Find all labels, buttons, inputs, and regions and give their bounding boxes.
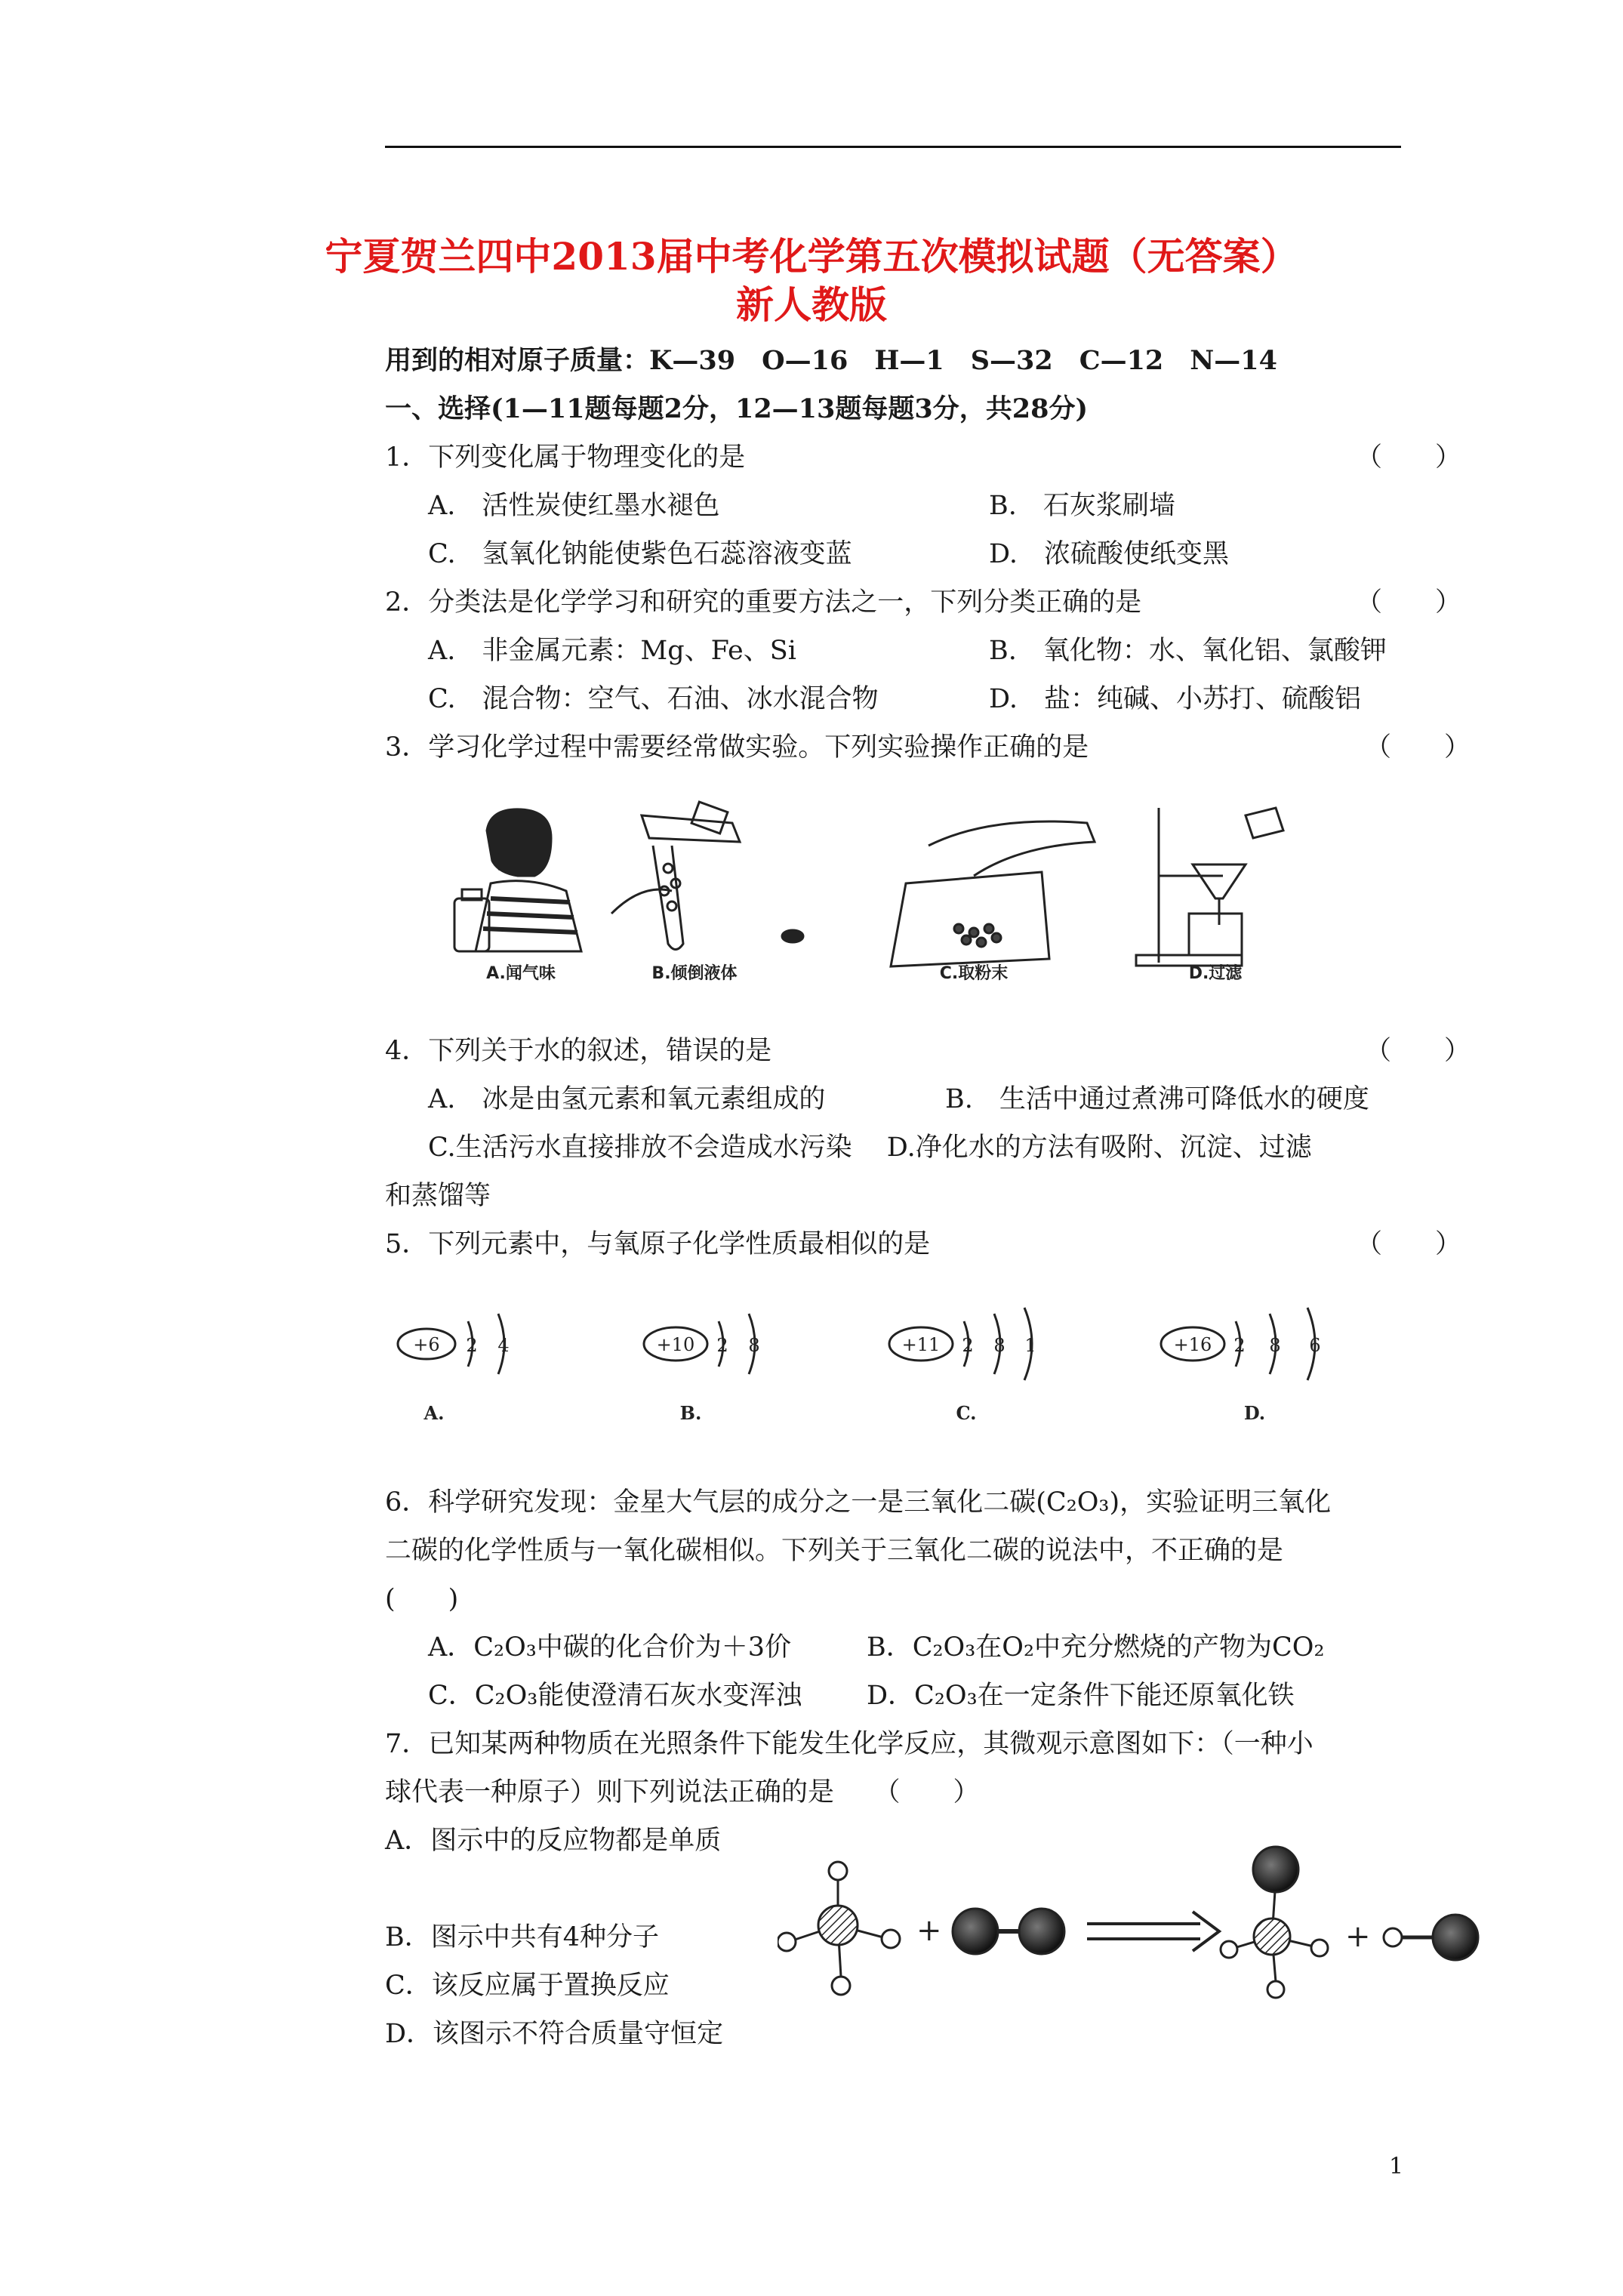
q6-option-a: A．C₂O₃中碳的化合价为＋3价	[428, 1632, 792, 1663]
q2-option-a: A. 非金属元素：Mg、Fe、Si	[428, 636, 796, 666]
q1-stem: 1．下列变化属于物理变化的是	[385, 442, 746, 473]
q3-stem: 3．学习化学过程中需要经常做实验。下列实验操作正确的是	[385, 732, 1089, 763]
q6-option-d: D．C₂O₃在一定条件下能还原氧化铁	[867, 1681, 1295, 1711]
q4-options-cd: C.生活污水直接排放不会造成水污染 D.净化水的方法有吸附、沉淀、过滤	[428, 1133, 1312, 1163]
q5-stem: 5．下列元素中，与氧原子化学性质最相似的是	[385, 1229, 931, 1259]
q7-option-d: D．该图示不符合质量守恒定	[385, 2019, 724, 2049]
q2-answer-paren: （ ）	[1356, 587, 1462, 618]
q7-stem-line1: 7．已知某两种物质在光照条件下能发生化学反应，其微观示意图如下：（一种小	[385, 1729, 1313, 1759]
q7-option-a: A．图示中的反应物都是单质	[385, 1826, 722, 1856]
taking-powder-illustration	[891, 821, 1095, 966]
q2-option-b: B. 氧化物：水、氧化铝、氯酸钾	[989, 636, 1387, 666]
q3-caption-d: D.过滤	[1188, 964, 1243, 982]
q6-stem-line2: 二碳的化学性质与一氧化碳相似。下列关于三氧化二碳的说法中，不正确的是	[385, 1536, 1284, 1566]
q4-stem: 4．下列关于水的叙述，错误的是	[385, 1036, 772, 1066]
atom-d-shell-1: 2	[1233, 1335, 1246, 1356]
q4-option-b: B. 生活中通过煮沸可降低水的硬度	[945, 1084, 1369, 1114]
atom-diagram-c	[889, 1308, 1036, 1424]
document-title: 宁夏贺兰四中2013届中考化学第五次模拟试题（无答案）	[325, 234, 1298, 279]
q5-answer-paren: （ ）	[1356, 1229, 1462, 1259]
atom-diagram-d	[1161, 1308, 1321, 1424]
product-molecule-1	[1221, 1847, 1328, 1998]
lab-operations-figure	[445, 800, 1412, 982]
q2-stem: 2．分类法是化学学习和研究的重要方法之一，下列分类正确的是	[385, 587, 1142, 618]
reactant-molecule-2	[953, 1909, 1064, 1954]
q7-option-c: C．该反应属于置换反应	[385, 1971, 670, 2001]
q4-option-a: A. 冰是由氢元素和氧元素组成的	[428, 1084, 826, 1114]
filtering-illustration	[1136, 808, 1283, 966]
atom-c-label: C.	[956, 1402, 977, 1424]
q1-option-b: B. 石灰浆刷墙	[989, 491, 1175, 521]
atomic-masses: 用到的相对原子质量：K—39 O—16 H—1 S—32 C—12 N—14	[385, 345, 1277, 376]
atom-d-nucleus: +16	[1173, 1334, 1212, 1355]
q3-answer-paren: （ ）	[1365, 732, 1471, 763]
atomic-structure-figure	[393, 1299, 1389, 1435]
q4-options-continued: 和蒸馏等	[385, 1181, 491, 1211]
document-subtitle: 新人教版	[736, 282, 887, 327]
plus-sign-2: +	[1345, 1919, 1371, 1954]
atom-d-shell-3: 6	[1309, 1335, 1321, 1356]
q6-answer-paren: ( )	[385, 1584, 459, 1614]
reaction-microscopic-diagram	[778, 1842, 1502, 2008]
atom-c-shell-1: 2	[962, 1335, 974, 1356]
product-molecule-2	[1384, 1915, 1478, 1960]
q6-option-c: C．C₂O₃能使澄清石灰水变浑浊	[428, 1681, 802, 1711]
atom-a-nucleus: +6	[413, 1334, 440, 1355]
atom-a-shell-2: 4	[497, 1335, 510, 1356]
q1-answer-paren: （ ）	[1356, 442, 1462, 473]
reaction-arrow	[1087, 1912, 1219, 1951]
q4-answer-paren: （ ）	[1365, 1036, 1471, 1066]
q2-option-c: C. 混合物：空气、石油、冰水混合物	[428, 684, 879, 714]
atom-diagram-a	[398, 1314, 510, 1424]
q3-caption-b: B.倾倒液体	[651, 964, 738, 982]
atom-diagram-b	[644, 1314, 760, 1424]
q1-option-d: D. 浓硫酸使纸变黑	[989, 539, 1229, 569]
pouring-liquid-illustration	[611, 802, 803, 949]
page-number: 1	[1389, 2153, 1404, 2180]
q1-option-c: C. 氢氧化钠能使紫色石蕊溶液变蓝	[428, 539, 852, 569]
reactant-molecule-1	[778, 1862, 900, 1995]
q2-option-d: D. 盐：纯碱、小苏打、硫酸铝	[989, 684, 1361, 714]
atom-a-label: A.	[423, 1402, 445, 1424]
atom-a-shell-1: 2	[466, 1335, 478, 1356]
q7-option-b: B．图示中共有4种分子	[385, 1922, 659, 1952]
atom-b-shell-2: 8	[748, 1335, 760, 1356]
plus-sign-1: +	[916, 1913, 942, 1948]
q3-caption-c: C.取粉末	[939, 964, 1009, 982]
atom-b-shell-1: 2	[716, 1335, 728, 1356]
atom-d-shell-2: 8	[1269, 1335, 1281, 1356]
atom-b-nucleus: +10	[656, 1334, 695, 1355]
header-rule	[385, 146, 1401, 148]
q1-option-a: A. 活性炭使红墨水褪色	[428, 491, 720, 521]
q6-stem-line1: 6．科学研究发现：金星大气层的成分之一是三氧化二碳(C₂O₃)，实验证明三氧化	[385, 1487, 1332, 1518]
smelling-illustration	[454, 809, 581, 951]
atom-d-label: D.	[1243, 1402, 1266, 1424]
atom-c-nucleus: +11	[901, 1334, 941, 1355]
atom-b-label: B.	[679, 1402, 702, 1424]
atom-c-shell-3: 1	[1024, 1335, 1036, 1356]
q7-stem-line2: 球代表一种原子）则下列说法正确的是 （ ）	[385, 1777, 980, 1808]
q6-option-b: B．C₂O₃在O₂中充分燃烧的产物为CO₂	[867, 1632, 1325, 1663]
q3-caption-a: A.闻气味	[486, 964, 556, 982]
atom-c-shell-2: 8	[993, 1335, 1006, 1356]
section-heading: 一、选择(1—11题每题2分，12—13题每题3分，共28分)	[385, 393, 1089, 424]
